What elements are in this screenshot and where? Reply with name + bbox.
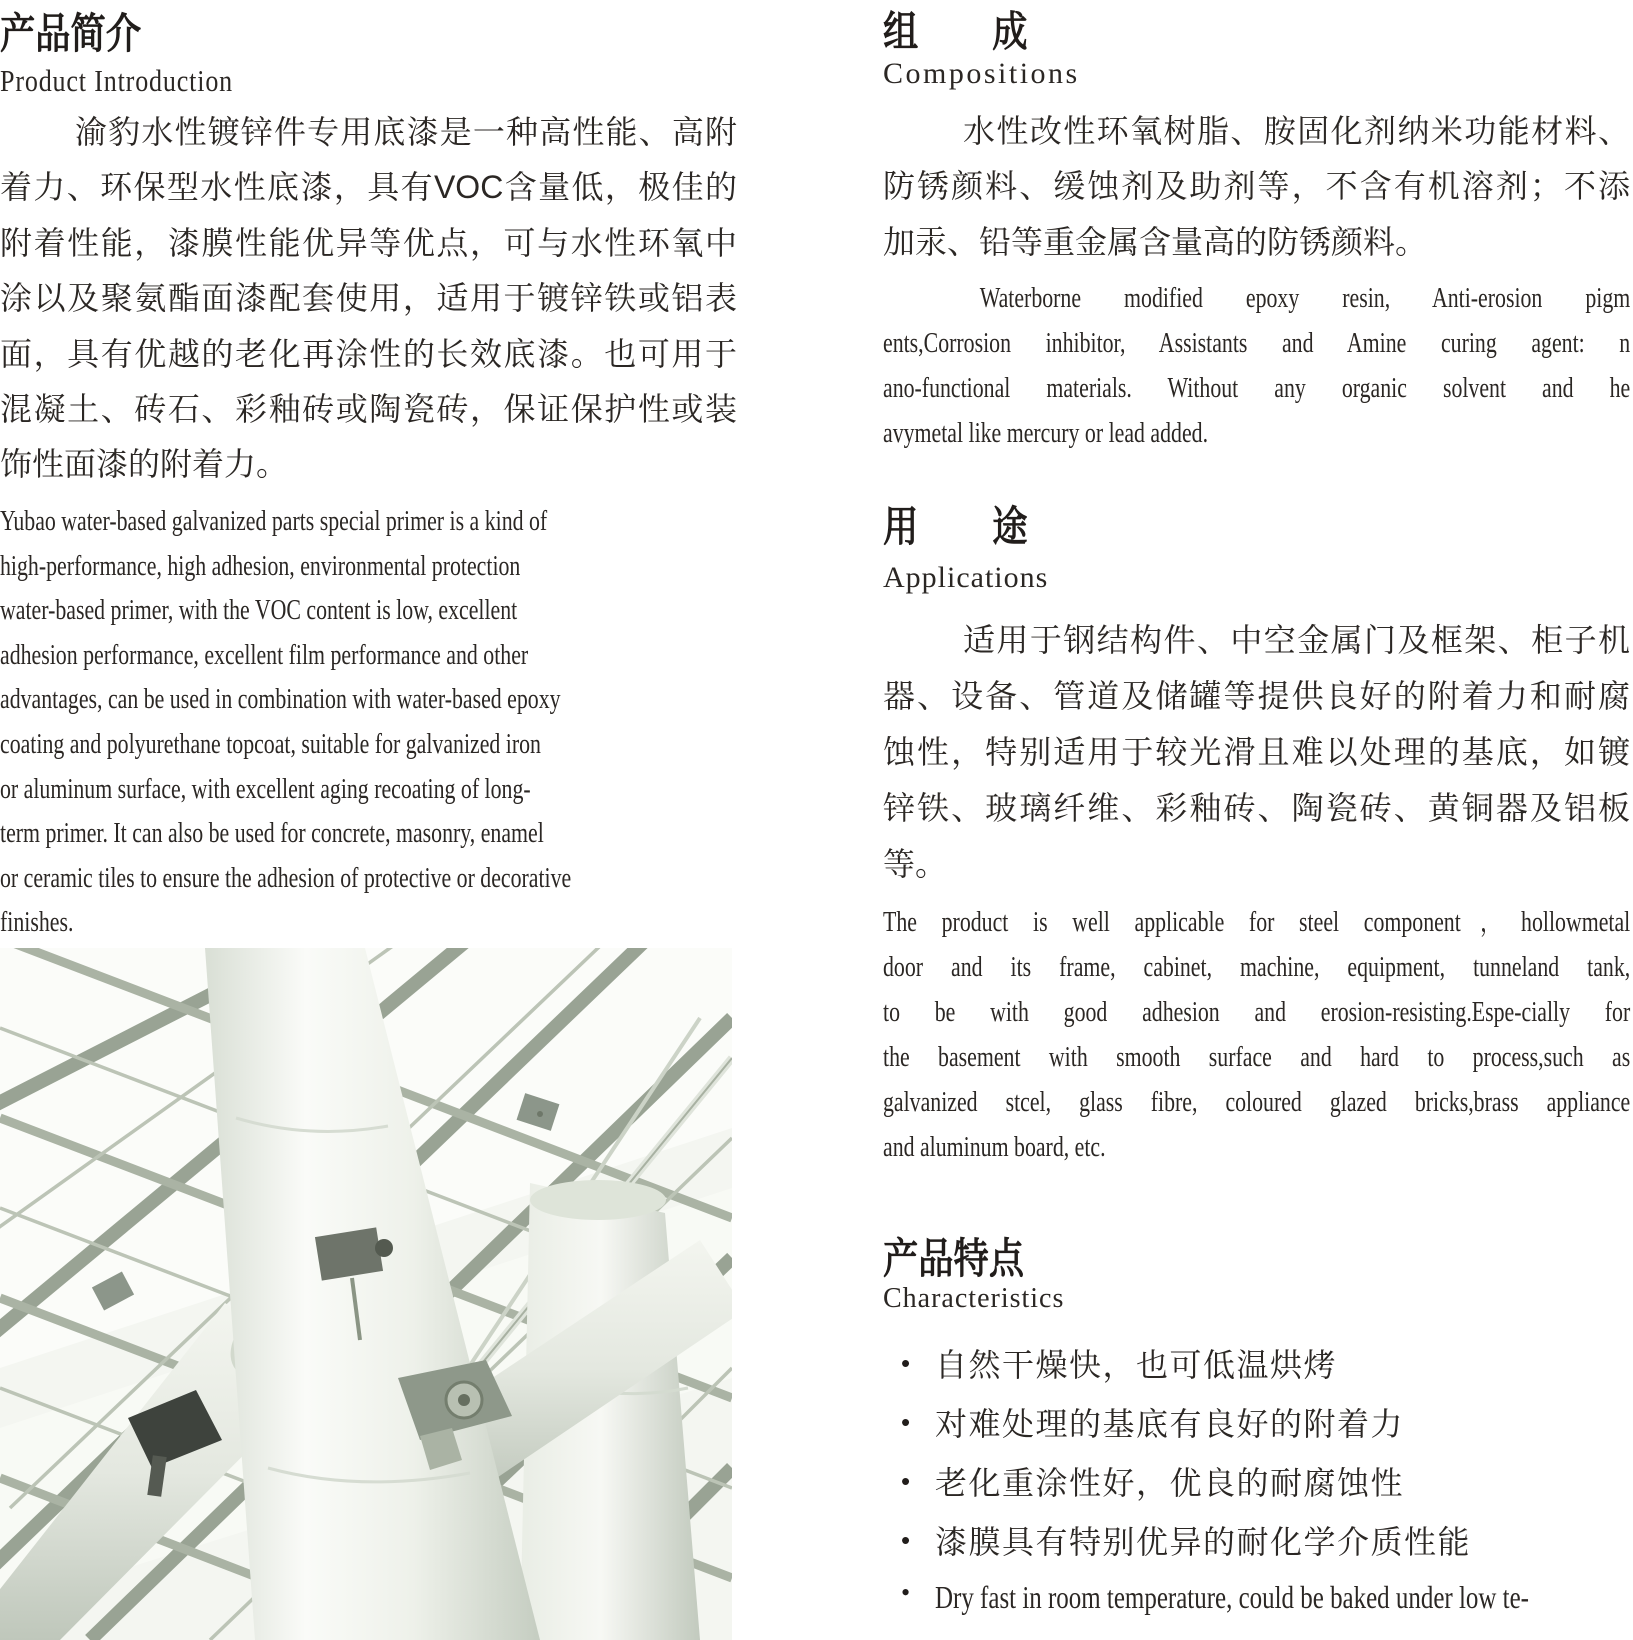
text-line: term primer. It can also be used for concrete, masonry, enamel xyxy=(0,818,544,850)
section-title-product-introduction-en: Product Introduction xyxy=(0,63,234,98)
list-item: • 漆膜具有特别优异的耐化学介质性能 xyxy=(883,1513,1630,1572)
section-title-applications-en: Applications xyxy=(883,561,1049,594)
steel-structure-illustration xyxy=(0,948,732,1640)
steel-structure-photo xyxy=(0,948,732,1640)
list-item xyxy=(883,1572,1630,1622)
text-line: 器、设备、管道及储罐等提供良好的附着力和耐腐 xyxy=(883,678,1630,714)
text-line: coating and polyurethane topcoat, suitable for galvanized iron xyxy=(0,728,541,760)
section-title-compositions-cn: 组成 xyxy=(883,8,1102,55)
text-line: door and its frame, cabinet, machine, equipment, tunneland tank, xyxy=(883,952,1631,983)
intro-paragraph-cn xyxy=(0,105,737,493)
section-title-applications-cn: 用途 xyxy=(883,503,1102,550)
text-line: to be with good adhesion and erosion-resisting.Espe-cially for xyxy=(883,997,1631,1028)
text-line: 锌铁、玻璃纤维、彩釉砖、陶瓷砖、黄铜器及铝板 xyxy=(883,790,1630,826)
text-line: 水性改性环氧树脂、胺固化剂纳米功能材料、 xyxy=(963,113,1630,149)
text-line: or ceramic tiles to ensure the adhesion of protective or decorative xyxy=(0,862,572,894)
text-line: 饰性面漆的附着力。 xyxy=(0,446,289,483)
text-line: advantages, can be used in combination with water-based epoxy xyxy=(0,684,561,716)
text-line: 混凝土、砖石、彩釉砖或陶瓷砖，保证保护性或装 xyxy=(0,391,737,428)
section-title-compositions-en: Compositions xyxy=(883,57,1080,90)
intro-paragraph-en xyxy=(0,500,737,946)
text-line: 适用于钢结构件、中空金属门及框架、柜子机 xyxy=(963,622,1630,658)
text-line: 防锈颜料、缓蚀剂及助剂等，不含有机溶剂；不添 xyxy=(883,168,1630,205)
section-title-characteristics-cn: 产品特点 xyxy=(883,1235,1025,1282)
applications-paragraph-en xyxy=(883,900,1630,1170)
compositions-paragraph-en xyxy=(883,276,1630,456)
text-line: 渝豹水性镀锌件专用底漆是一种高性能、高附 xyxy=(75,114,737,150)
applications-paragraph-cn xyxy=(883,612,1630,892)
list-item: • 老化重涂性好，优良的耐腐蚀性 xyxy=(883,1454,1630,1513)
text-line: 面，具有优越的老化再涂性的长效底漆。也可用于 xyxy=(0,335,737,372)
text-line: and aluminum board, etc. xyxy=(883,1132,1106,1163)
text-line: finishes. xyxy=(0,907,74,939)
text-line: 蚀性，特别适用于较光滑且难以处理的基底，如镀 xyxy=(883,734,1630,770)
bullet-text: Dry fast in room temperature, could be baked under low te- xyxy=(935,1579,1529,1615)
text-line: adhesion performance, excellent film performance and other xyxy=(0,639,529,671)
text-line: 等。 xyxy=(883,846,948,882)
text-line: 着力、环保型水性底漆，具有VOC含量低，极佳的 xyxy=(0,169,737,206)
text-line: ents,Corrosion inhibitor, Assistants and Amine curing agent: n xyxy=(883,328,1631,359)
text-line: 加汞、铅等重金属含量高的防锈颜料。 xyxy=(883,223,1428,260)
text-line: avymetal like mercury or lead added. xyxy=(883,418,1209,449)
text-line: the basement with smooth surface and hard to process,such as xyxy=(883,1042,1631,1073)
characteristics-bullet-list xyxy=(883,1336,1630,1622)
text-line: ano-functional materials. Without any organic solvent and he xyxy=(883,373,1631,404)
text-line: Waterborne modified epoxy resin, Anti-erosion pigm xyxy=(979,283,1631,314)
list-item: • 对难处理的基底有良好的附着力 xyxy=(883,1395,1630,1454)
text-line: water-based primer, with the VOC content is low, excellent xyxy=(0,595,518,627)
text-line: The product is well applicable for steel component，hollowmetal xyxy=(883,907,1631,938)
text-line: Yubao water-based galvanized parts special primer is a kind of xyxy=(0,506,548,537)
text-line: 附着性能，漆膜性能优异等优点，可与水性环氧中 xyxy=(0,224,737,261)
text-line: 涂以及聚氨酯面漆配套使用，适用于镀锌铁或铝表 xyxy=(0,280,737,317)
section-title-product-introduction-cn: 产品简介 xyxy=(0,10,142,57)
text-line: high-performance, high adhesion, environmental protection xyxy=(0,550,521,582)
list-item: • 自然干燥快，也可低温烘烤 xyxy=(883,1336,1630,1395)
section-title-characteristics-en: Characteristics xyxy=(883,1283,1065,1314)
text-line: or aluminum surface, with excellent aging recoating of long- xyxy=(0,773,531,805)
compositions-paragraph-cn xyxy=(883,104,1630,270)
text-line: galvanized stcel, glass fibre, coloured glazed bricks,brass appliance xyxy=(883,1087,1631,1118)
